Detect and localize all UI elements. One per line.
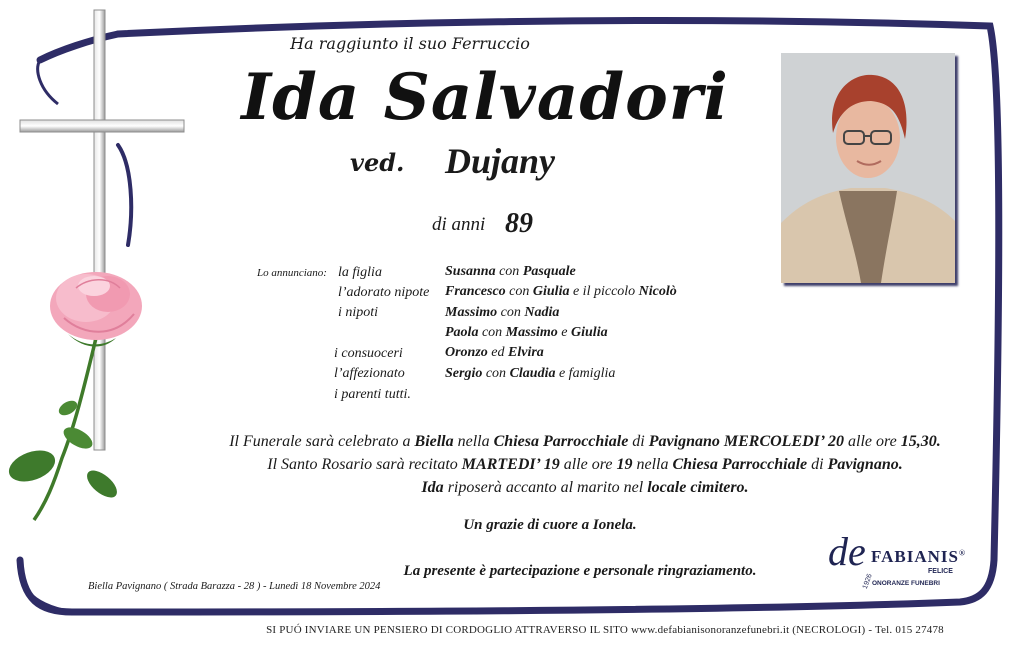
funeral-info bbox=[170, 430, 1000, 499]
logo-felice: FELICE bbox=[928, 568, 953, 575]
presence-line: La presente è partecipazione e personale ringraziamento. bbox=[403, 563, 757, 579]
logo-subtitle: ONORANZE FUNEBRI bbox=[872, 580, 940, 587]
relation-label: i nipoti bbox=[338, 305, 379, 320]
portrait-image bbox=[781, 53, 955, 283]
relation-label: l’adorato nipote bbox=[338, 285, 430, 300]
married-name: Dujany bbox=[445, 141, 556, 181]
relation-label: l’affezionato bbox=[334, 366, 405, 381]
footer-note: SI PUÓ INVIARE UN PENSIERO DI CORDOGLIO ATTRAVERSO IL SITO www.defabianisonoranzefunebri.it (NECROLOGI) - Tel. 015 27478 bbox=[266, 624, 944, 636]
portrait-photo bbox=[781, 53, 955, 283]
rose-icon bbox=[4, 258, 154, 528]
announcer-line: Francesco con Giulia e il piccolo Nicolò bbox=[445, 284, 677, 299]
announcer-line: Oronzo ed Elvira bbox=[445, 345, 544, 360]
intro-line: Ha raggiunto il suo Ferruccio bbox=[290, 34, 530, 53]
relation-label: i parenti tutti. bbox=[334, 387, 411, 402]
thanks-line: Un grazie di cuore a Ionela. bbox=[463, 517, 637, 533]
announce-label: Lo annunciano: bbox=[257, 267, 327, 279]
logo-name: FABIANIS® bbox=[871, 547, 966, 566]
relation-label: i consuoceri bbox=[334, 346, 403, 361]
logo-year: 1926 bbox=[861, 572, 874, 591]
age-value: 89 bbox=[505, 208, 533, 239]
relation-label: la figlia bbox=[338, 265, 382, 280]
place-date: Biella Pavignano ( Strada Barazza - 28 ) - Lunedì 18 Novembre 2024 bbox=[88, 581, 381, 592]
announcer-line: Sergio con Claudia e famiglia bbox=[445, 366, 616, 381]
rosary-line: Il Santo Rosario sarà recitato MARTEDI’ 19 alle ore 19 nella Chiesa Parrocchiale di Pavignano. bbox=[267, 456, 903, 473]
funeral-line: Il Funerale sarà celebrato a Biella nella Chiesa Parrocchiale di Pavignano MERCOLEDI’ 20 alle ore 15,30. bbox=[229, 433, 941, 450]
announcer-line: Paola con Massimo e Giulia bbox=[445, 325, 608, 340]
logo-de: de bbox=[828, 529, 866, 574]
burial-line: Ida riposerà accanto al marito nel locale cimitero. bbox=[421, 479, 749, 496]
ved-prefix: ved. bbox=[350, 148, 405, 177]
age-label: di anni bbox=[432, 214, 486, 235]
announcer-line: Massimo con Nadia bbox=[445, 305, 560, 320]
deceased-name: Ida Salvadori bbox=[241, 60, 729, 135]
announcer-line: Susanna con Pasquale bbox=[445, 264, 576, 279]
